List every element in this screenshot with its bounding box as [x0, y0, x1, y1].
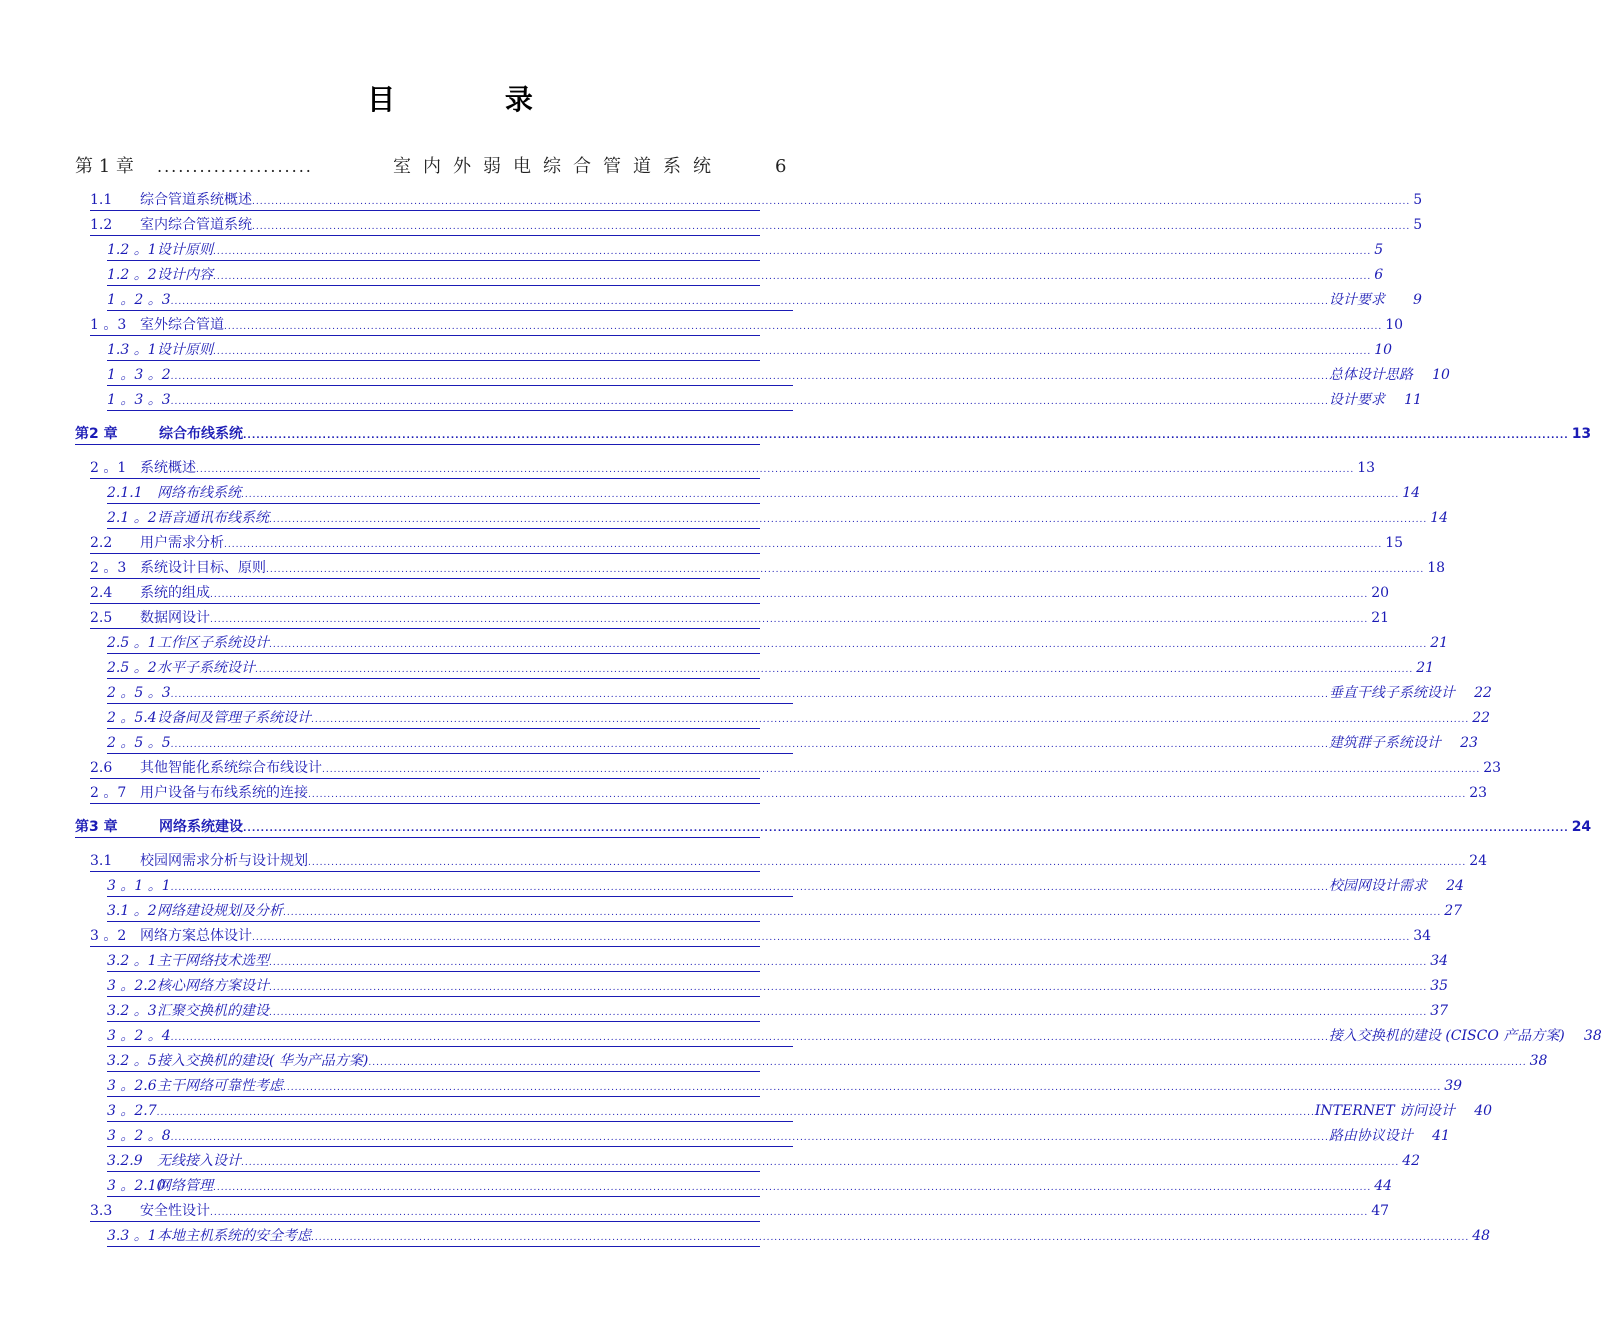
toc-entry[interactable]	[107, 658, 1435, 679]
toc-entry[interactable]	[107, 876, 1464, 897]
toc-entry[interactable]	[90, 608, 1390, 629]
toc-entry[interactable]	[90, 558, 1446, 579]
toc-dots: ......................	[157, 157, 313, 176]
toc-entry-number: 2.1 。2	[107, 510, 157, 526]
toc-leader-dots: ............................................................................................................................................................................................................................................................................................................	[283, 1083, 1442, 1093]
toc-entry-text: 综合布线系统	[159, 426, 243, 442]
toc-entry[interactable]	[107, 1026, 1602, 1047]
toc-leader-dots: ............................................................................................................................................................................................................................................................................................................	[252, 933, 1411, 943]
toc-entry[interactable]	[107, 1076, 1463, 1097]
toc-entry-text: 设计内容	[157, 267, 213, 283]
toc-entry-text: 设计原则	[157, 342, 213, 358]
toc-entry-text: 系统的组成	[140, 585, 210, 601]
toc-leader-dots: ............................................................................................................................................................................................................................................................................................................	[269, 958, 1428, 968]
toc-entry-number: 3 。2 。4	[107, 1028, 171, 1044]
toc-entry-title	[107, 633, 269, 653]
toc-entry-text: 用户需求分析	[140, 535, 224, 551]
toc-entry-number: 3 。2	[90, 928, 127, 944]
toc-leader-dots: ............................................................................................................................................................................................................................................................................................................	[170, 1133, 1329, 1143]
toc-page-number: 20	[1371, 585, 1390, 601]
toc-leader-dots: ............................................................................................................................................................................................................................................................................................................	[170, 372, 1329, 382]
toc-leader-dots: ............................................................................................................................................................................................................................................................................................................	[311, 715, 1470, 725]
toc-entry[interactable]	[107, 483, 1421, 504]
toc-entry-number: 2.4	[90, 585, 113, 601]
toc-entry[interactable]	[107, 1226, 1491, 1247]
toc-entry-title	[90, 558, 266, 578]
toc-leader-dots: ............................................................................................................................................................................................................................................................................................................	[322, 765, 1481, 775]
toc-entry-number: 1.1	[90, 192, 113, 208]
toc-entry-text: 网络管理	[157, 1178, 213, 1194]
toc-page-number: 18	[1427, 560, 1446, 576]
toc-leader-dots: ............................................................................................................................................................................................................................................................................................................	[241, 1158, 1400, 1168]
toc-entry-number: 3.2.9	[107, 1153, 143, 1169]
toc-entry-number: 1.2 。1	[107, 242, 157, 258]
toc-page-number: 35	[1430, 978, 1449, 994]
toc-page-number: 10	[1385, 317, 1404, 333]
toc-entry-number: 1 。3 。3	[107, 392, 171, 408]
toc-entry[interactable]	[90, 926, 1432, 947]
toc-entry-text: 语音通讯布线系统	[157, 510, 269, 526]
toc-entry-title	[107, 1176, 213, 1196]
toc-entry-title	[107, 1226, 311, 1246]
toc-entry-number: 3.2 。3	[107, 1003, 157, 1019]
toc-entry-number: 3.1 。2	[107, 903, 157, 919]
toc-leader-dots: ............................................................................................................................................................................................................................................................................................................	[170, 1033, 1329, 1043]
toc-entry-text: 其他智能化系统综合布线设计	[140, 760, 322, 776]
toc-entry-title	[107, 951, 269, 971]
toc-entry[interactable]	[107, 976, 1449, 997]
toc-entry[interactable]	[107, 1151, 1421, 1172]
toc-entry[interactable]	[107, 240, 1384, 261]
toc-entry-number: 1 。3 。2	[107, 367, 171, 383]
toc-leader-dots: ............................................................................................................................................................................................................................................................................................................	[255, 665, 1414, 675]
toc-entry-number: 第2 章	[75, 426, 118, 442]
toc-leader-dots: ............................................................................................................................................................................................................................................................................................................	[213, 1183, 1372, 1193]
toc-entry-text: 网络系统建设	[159, 819, 243, 835]
toc-page-number: 10	[1432, 367, 1450, 383]
toc-page-number: 27	[1444, 903, 1463, 919]
toc-entry-text: 设备间及管理子系统设计	[157, 710, 311, 726]
toc-entry-number: 2.2	[90, 535, 113, 551]
toc-page-number: 14	[1430, 510, 1449, 526]
page-title: 目 录	[367, 83, 583, 116]
toc-entry[interactable]	[90, 1201, 1390, 1222]
toc-entry-text: 校园网需求分析与设计规划	[140, 853, 308, 869]
toc-entry-text: 无线接入设计	[157, 1153, 241, 1169]
toc-entry-title	[107, 658, 255, 678]
toc-entry-text: 安全性设计	[140, 1203, 210, 1219]
toc-page-number: 24	[1469, 853, 1488, 869]
toc-entry-text: 设计要求	[1328, 292, 1385, 308]
toc-entry[interactable]	[107, 1051, 1548, 1072]
toc-entry-title	[107, 1076, 283, 1096]
toc-leader-dots: ............................................................................................................................................................................................................................................................................................................	[170, 690, 1329, 700]
toc-entry-text: 核心网络方案设计	[157, 978, 269, 994]
toc-leader-dots: ............................................................................................................................................................................................................................................................................................................	[308, 858, 1467, 868]
toc-page-number: 13	[1571, 426, 1592, 442]
toc-page-number: 21	[1430, 635, 1449, 651]
toc-entry[interactable]	[107, 1126, 1450, 1147]
toc-entry[interactable]	[90, 758, 1502, 779]
toc-entry-text: 总体设计思路	[1328, 367, 1413, 383]
chapter-label: 第 1 章	[75, 156, 134, 177]
toc-entry-text: 网络布线系统	[157, 485, 241, 501]
toc-entry-title	[107, 976, 269, 996]
toc-entry[interactable]	[90, 215, 1423, 236]
toc-entry-text: 工作区子系统设计	[157, 635, 269, 651]
toc-entry-text: 网络建设规划及分析	[157, 903, 283, 919]
toc-entry-number: 2 。7	[90, 785, 127, 801]
toc-chapter[interactable]	[75, 817, 1592, 838]
toc-page-number: 6	[1374, 267, 1384, 283]
toc-entry-number: 2.5 。2	[107, 660, 157, 676]
toc-page-number: 14	[1402, 485, 1421, 501]
toc-leader-dots: ............................................................................................................................................................................................................................................................................................................	[243, 824, 1569, 834]
toc-entry-text: 数据网设计	[140, 610, 210, 626]
toc-entry-number: 1.3 。1	[107, 342, 157, 358]
toc-entry-title	[107, 483, 241, 503]
toc-entry[interactable]	[107, 265, 1384, 286]
toc-entry-title	[107, 340, 213, 360]
toc-entry-title	[90, 583, 210, 603]
toc-page-number: 34	[1413, 928, 1432, 944]
toc-entry-number: 3 。1 。1	[107, 878, 171, 894]
toc-page-number: 37	[1430, 1003, 1449, 1019]
toc-entry-number: 3.1	[90, 853, 113, 869]
toc-leader-dots: ............................................................................................................................................................................................................................................................................................................	[283, 908, 1442, 918]
toc-leader-dots: ............................................................................................................................................................................................................................................................................................................	[210, 590, 1369, 600]
toc-entry-text: 建筑群子系统设计	[1328, 735, 1441, 751]
toc-entry[interactable]	[107, 683, 1492, 704]
chapter-title: 室内外弱电综合管道系统	[393, 156, 723, 177]
toc-leader-dots: ............................................................................................................................................................................................................................................................................................................	[213, 347, 1372, 357]
toc-entry[interactable]	[90, 583, 1390, 604]
toc-entry[interactable]	[107, 365, 1450, 386]
toc-entry-number: 3 。2 。8	[107, 1128, 171, 1144]
toc-entry-text: 网络方案总体设计	[140, 928, 252, 944]
toc-entry[interactable]	[107, 290, 1422, 311]
toc-leader-dots: ............................................................................................................................................................................................................................................................................................................	[252, 222, 1411, 232]
toc-page-number: 5	[1413, 217, 1423, 233]
toc-entry-title	[107, 508, 269, 528]
toc-entry-text: 校园网设计需求	[1328, 878, 1427, 894]
toc-leader-dots: ............................................................................................................................................................................................................................................................................................................	[213, 247, 1372, 257]
toc-chapter[interactable]	[75, 424, 1592, 445]
toc-leader-dots: ............................................................................................................................................................................................................................................................................................................	[213, 272, 1372, 282]
toc-entry-title	[107, 240, 213, 260]
toc-leader-dots: ............................................................................................................................................................................................................................................................................................................	[170, 883, 1329, 893]
toc-entry[interactable]	[107, 708, 1491, 729]
toc-entry[interactable]	[107, 633, 1449, 654]
toc-chapter-1[interactable]	[75, 154, 790, 180]
toc-entry-number: 1 。2 。3	[107, 292, 171, 308]
toc-entry-title	[90, 215, 252, 235]
toc-entry-title	[90, 608, 210, 628]
toc-entry-text: 水平子系统设计	[157, 660, 255, 676]
toc-entry[interactable]	[90, 190, 1423, 211]
toc-entry-text: 室内综合管道系统	[140, 217, 252, 233]
toc-leader-dots: ............................................................................................................................................................................................................................................................................................................	[243, 431, 1569, 441]
toc-leader-dots: ............................................................................................................................................................................................................................................................................................................	[170, 297, 1329, 307]
toc-leader-dots: ............................................................................................................................................................................................................................................................................................................	[269, 640, 1428, 650]
toc-leader-dots: ............................................................................................................................................................................................................................................................................................................	[224, 540, 1383, 550]
toc-leader-dots: ............................................................................................................................................................................................................................................................................................................	[210, 615, 1369, 625]
toc-entry-title	[75, 424, 243, 444]
toc-entry[interactable]	[90, 851, 1488, 872]
toc-entry-title	[107, 1051, 368, 1071]
toc-entry-number: 2.5 。1	[107, 635, 157, 651]
toc-entry[interactable]	[107, 340, 1393, 361]
toc-page-number: 24	[1571, 819, 1592, 835]
toc-entry-text: 设计原则	[157, 242, 213, 258]
toc-entry-text: 汇聚交换机的建设	[157, 1003, 269, 1019]
toc-leader-dots: ............................................................................................................................................................................................................................................................................................................	[170, 397, 1329, 407]
toc-leader-dots: ............................................................................................................................................................................................................................................................................................................	[210, 1208, 1369, 1218]
toc-page-number: 15	[1385, 535, 1404, 551]
toc-page-number: 21	[1371, 610, 1390, 626]
toc-entry[interactable]	[107, 1001, 1449, 1022]
toc-page-number: 47	[1371, 1203, 1390, 1219]
toc-page-number: 23	[1469, 785, 1488, 801]
toc-entry[interactable]	[90, 783, 1488, 804]
toc-page-number: 24	[1446, 878, 1464, 894]
toc-leader-dots: ............................................................................................................................................................................................................................................................................................................	[269, 1008, 1428, 1018]
chapter-page: 6	[775, 156, 787, 177]
toc-page-number: 34	[1430, 953, 1449, 969]
toc-page-number: 13	[1357, 460, 1376, 476]
toc-leader-dots: ............................................................................................................................................................................................................................................................................................................	[368, 1058, 1527, 1068]
toc-leader-dots: ............................................................................................................................................................................................................................................................................................................	[224, 322, 1383, 332]
toc-entry-title	[90, 190, 252, 210]
toc-entry-number: 3.3 。1	[107, 1228, 157, 1244]
toc-entry-title	[90, 1201, 210, 1221]
toc-page-number: 48	[1472, 1228, 1491, 1244]
toc-entry-title	[90, 851, 308, 871]
toc-page-number: 39	[1444, 1078, 1463, 1094]
toc-entry-title	[107, 1151, 241, 1171]
toc-leader-dots: ............................................................................................................................................................................................................................................................................................................	[269, 983, 1428, 993]
toc-entry[interactable]	[107, 951, 1449, 972]
toc-entry-number: 2.5	[90, 610, 113, 626]
toc-entry-number: 3 。2.6	[107, 1078, 157, 1094]
toc-entry-title	[107, 708, 311, 728]
toc-page-number: 10	[1374, 342, 1393, 358]
toc-entry-title	[90, 783, 308, 803]
toc-entry-number: 1.2 。2	[107, 267, 157, 283]
toc-leader-dots: ............................................................................................................................................................................................................................................................................................................	[252, 197, 1411, 207]
toc-page-number: 41	[1432, 1128, 1450, 1144]
toc-entry-title	[107, 1001, 269, 1021]
toc-entry-title	[107, 901, 283, 921]
toc-page-number: 40	[1474, 1103, 1493, 1119]
toc-entry[interactable]	[107, 733, 1478, 754]
toc-entry[interactable]	[107, 390, 1422, 411]
toc-leader-dots: ............................................................................................................................................................................................................................................................................................................	[269, 515, 1428, 525]
toc-entry-title	[90, 758, 322, 778]
toc-entry-text: 接入交换机的建设( 华为产品方案)	[157, 1053, 369, 1069]
toc-entry-title	[90, 315, 224, 335]
toc-entry-number: 1 。3	[90, 317, 127, 333]
toc-entry[interactable]	[90, 315, 1404, 336]
toc-entry-number: 3 。2.7	[107, 1103, 157, 1119]
toc-entry[interactable]	[107, 1101, 1493, 1122]
toc-page-number: 5	[1374, 242, 1384, 258]
toc-leader-dots: ............................................................................................................................................................................................................................................................................................................	[156, 1108, 1315, 1118]
toc-entry[interactable]	[107, 901, 1463, 922]
toc-entry[interactable]	[107, 508, 1449, 529]
toc-entry-number: 3 。2.2	[107, 978, 157, 994]
toc-page-number: 38	[1583, 1028, 1602, 1044]
toc-entry-number: 2 。3	[90, 560, 127, 576]
toc-entry-number: 2 。5.4	[107, 710, 157, 726]
toc-entry-number: 3 。2.10	[107, 1178, 166, 1194]
toc-entry-text: 系统设计目标、原则	[140, 560, 266, 576]
toc-entry-number: 第3 章	[75, 819, 118, 835]
toc-leader-dots: ............................................................................................................................................................................................................................................................................................................	[308, 790, 1467, 800]
toc-leader-dots: ............................................................................................................................................................................................................................................................................................................	[311, 1233, 1470, 1243]
toc-entry-title	[90, 926, 252, 946]
toc-entry-title	[75, 817, 243, 837]
toc-entry-number: 3.3	[90, 1203, 113, 1219]
toc-leader-dots: ............................................................................................................................................................................................................................................................................................................	[170, 740, 1329, 750]
toc-page-number: 11	[1404, 392, 1422, 408]
toc-entry-text: 主干网络技术选型	[157, 953, 269, 969]
toc-entry[interactable]	[90, 458, 1376, 479]
toc-entry-text: 系统概述	[140, 460, 196, 476]
toc-leader-dots: ............................................................................................................................................................................................................................................................................................................	[266, 565, 1425, 575]
toc-entry[interactable]	[107, 1176, 1393, 1197]
toc-page-number: 9	[1412, 292, 1422, 308]
toc-page-number: 5	[1413, 192, 1423, 208]
toc-leader-dots: ............................................................................................................................................................................................................................................................................................................	[241, 490, 1400, 500]
toc-entry-number: 2.1.1	[107, 485, 143, 501]
toc-entry-text: INTERNET 访问设计	[1314, 1103, 1456, 1119]
toc-entry-title	[90, 458, 196, 478]
toc-entry-number: 2 。5 。3	[107, 685, 171, 701]
toc-page-number: 21	[1416, 660, 1435, 676]
toc-page-number: 23	[1460, 735, 1478, 751]
toc-page-number: 22	[1472, 710, 1491, 726]
toc-leader-dots: ............................................................................................................................................................................................................................................................................................................	[196, 465, 1355, 475]
toc-entry-text: 用户设备与布线系统的连接	[140, 785, 308, 801]
toc-entry-text: 路由协议设计	[1328, 1128, 1413, 1144]
toc-entry-text: 主干网络可靠性考虑	[157, 1078, 283, 1094]
toc-entry-text: 设计要求	[1328, 392, 1385, 408]
toc-page-number: 42	[1402, 1153, 1421, 1169]
toc-entry-title	[90, 533, 224, 553]
toc-entry-text: 接入交换机的建设 (CISCO 产品方案)	[1328, 1028, 1565, 1044]
toc-page-number: 23	[1483, 760, 1502, 776]
toc-entry-text: 室外综合管道	[140, 317, 224, 333]
toc-entry-number: 2 。5 。5	[107, 735, 171, 751]
toc-entry-number: 1.2	[90, 217, 113, 233]
toc-page-number: 22	[1474, 685, 1492, 701]
toc-entry-number: 2 。1	[90, 460, 127, 476]
toc-entry-text: 垂直干线子系统设计	[1328, 685, 1455, 701]
toc-entry-text: 本地主机系统的安全考虑	[157, 1228, 311, 1244]
toc-page-number: 44	[1374, 1178, 1393, 1194]
toc-page-number: 38	[1529, 1053, 1548, 1069]
toc-entry-number: 3.2 。1	[107, 953, 157, 969]
toc-entry-title	[107, 265, 213, 285]
toc-entry[interactable]	[90, 533, 1404, 554]
toc-entry-number: 3.2 。5	[107, 1053, 157, 1069]
toc-entry-text: 综合管道系统概述	[140, 192, 252, 208]
toc-entry-number: 2.6	[90, 760, 113, 776]
